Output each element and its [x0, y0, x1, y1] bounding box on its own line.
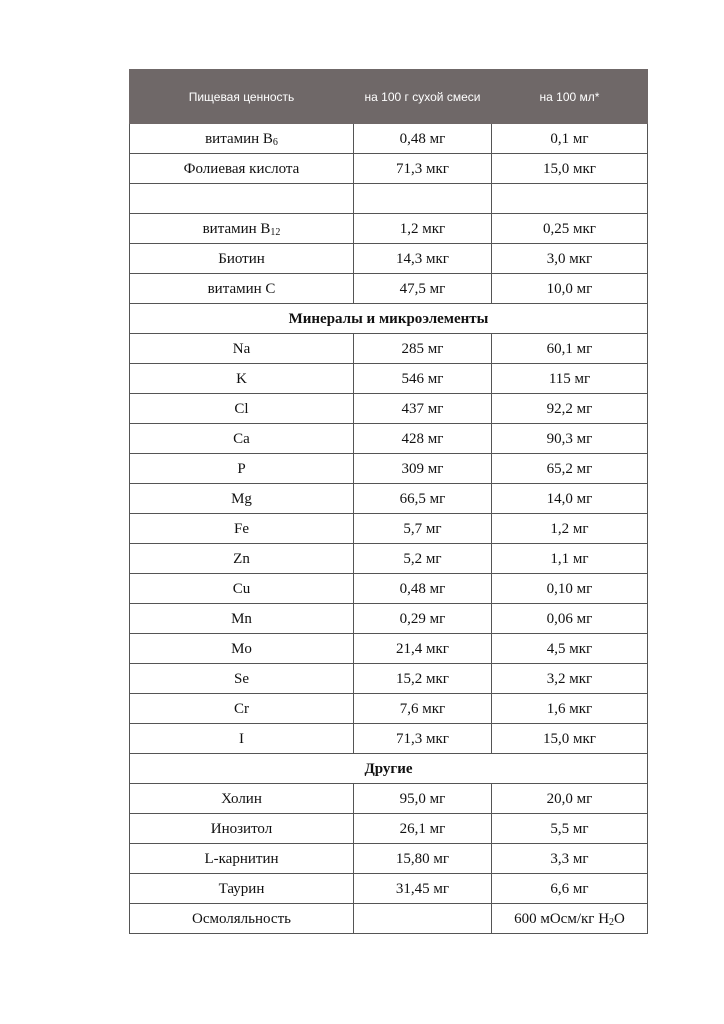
- value-per-100g: 285 мг: [354, 334, 492, 364]
- table-row: [130, 334, 648, 364]
- table-header: [130, 70, 648, 124]
- nutrient-name: Осмоляльность: [130, 904, 354, 934]
- nutrient-name: I: [130, 724, 354, 754]
- table-row: [130, 244, 648, 274]
- table-row: [130, 544, 648, 574]
- nutrient-name: Fe: [130, 514, 354, 544]
- value-per-100g: 71,3 мкг: [354, 724, 492, 754]
- section-row-minerals: [130, 304, 648, 334]
- value-per-100ml: 4,5 мкг: [492, 634, 648, 664]
- value-per-100g: 309 мг: [354, 454, 492, 484]
- value-per-100g: 0,48 мг: [354, 124, 492, 154]
- nutrient-name: Таурин: [130, 874, 354, 904]
- value-per-100g: 1,2 мкг: [354, 214, 492, 244]
- table-row: [130, 424, 648, 454]
- nutrient-name: Фолиевая кислота: [130, 154, 354, 184]
- section-row-other: [130, 754, 648, 784]
- table-row: [130, 904, 648, 934]
- nutrient-name: Cu: [130, 574, 354, 604]
- value-per-100ml: 3,2 мкг: [492, 664, 648, 694]
- value-per-100ml: 0,06 мг: [492, 604, 648, 634]
- value-per-100ml: 65,2 мг: [492, 454, 648, 484]
- value-per-100ml: 90,3 мг: [492, 424, 648, 454]
- value-per-100g: 26,1 мг: [354, 814, 492, 844]
- value-per-100g: 5,2 мг: [354, 544, 492, 574]
- value-per-100ml: 1,2 мг: [492, 514, 648, 544]
- nutrient-name: Ca: [130, 424, 354, 454]
- header-per-100g: на 100 г сухой смеси: [354, 70, 492, 124]
- table-row: [130, 274, 648, 304]
- nutrient-name: [130, 184, 354, 214]
- value-per-100ml: 0,25 мкг: [492, 214, 648, 244]
- value-per-100ml: [492, 184, 648, 214]
- value-per-100ml: 0,1 мг: [492, 124, 648, 154]
- value-per-100ml: 14,0 мг: [492, 484, 648, 514]
- value-per-100ml: 6,6 мг: [492, 874, 648, 904]
- nutrient-name: витамин $B_{12}$: [130, 214, 354, 244]
- table-row: [130, 514, 648, 544]
- value-per-100ml: 92,2 мг: [492, 394, 648, 424]
- section-title-minerals: Минералы и микроэлементы: [130, 304, 648, 334]
- nutrient-name: Биотин: [130, 244, 354, 274]
- table-row: [130, 664, 648, 694]
- value-per-100g: 47,5 мг: [354, 274, 492, 304]
- nutrient-name: Na: [130, 334, 354, 364]
- nutrient-name: P: [130, 454, 354, 484]
- value-per-100g: 437 мг: [354, 394, 492, 424]
- value-per-100g: 15,80 мг: [354, 844, 492, 874]
- value-per-100ml: 115 мг: [492, 364, 648, 394]
- value-per-100g: 428 мг: [354, 424, 492, 454]
- table-row: [130, 484, 648, 514]
- value-per-100g: 31,45 мг: [354, 874, 492, 904]
- value-per-100ml: 10,0 мг: [492, 274, 648, 304]
- value-per-100ml: 60,1 мг: [492, 334, 648, 364]
- value-per-100g: 7,6 мкг: [354, 694, 492, 724]
- other-section: [130, 784, 648, 904]
- value-per-100g: 95,0 мг: [354, 784, 492, 814]
- header-nutritional-value: Пищевая ценность: [130, 70, 354, 124]
- value-per-100ml: 15,0 мкг: [492, 154, 648, 184]
- value-per-100g: 0,29 мг: [354, 604, 492, 634]
- table-row: [130, 394, 648, 424]
- nutrient-name: Mn: [130, 604, 354, 634]
- table-row: [130, 814, 648, 844]
- value-per-100ml: 3,0 мкг: [492, 244, 648, 274]
- value-per-100g: 14,3 мкг: [354, 244, 492, 274]
- value-per-100ml: 5,5 мг: [492, 814, 648, 844]
- value-per-100g: 546 мг: [354, 364, 492, 394]
- nutrient-name: Zn: [130, 544, 354, 574]
- table-row: [130, 454, 648, 484]
- nutrient-name: Mo: [130, 634, 354, 664]
- table-row: [130, 214, 648, 244]
- table-row: [130, 844, 648, 874]
- table-row: [130, 874, 648, 904]
- table-row: [130, 724, 648, 754]
- nutrient-name: Se: [130, 664, 354, 694]
- table-row: [130, 574, 648, 604]
- value-per-100g: 15,2 мкг: [354, 664, 492, 694]
- value-per-100g: [354, 904, 492, 934]
- section-title-other: Другие: [130, 754, 648, 784]
- value-per-100g: [354, 184, 492, 214]
- value-per-100ml: 0,10 мг: [492, 574, 648, 604]
- value-per-100ml: 15,0 мкг: [492, 724, 648, 754]
- nutrient-name: Холин: [130, 784, 354, 814]
- table-row: [130, 634, 648, 664]
- nutrient-name: L-карнитин: [130, 844, 354, 874]
- value-per-100g: 71,3 мкг: [354, 154, 492, 184]
- table-row: [130, 694, 648, 724]
- table-row: [130, 124, 648, 154]
- value-per-100g: 21,4 мкг: [354, 634, 492, 664]
- nutrient-name: K: [130, 364, 354, 394]
- nutrition-table: [129, 69, 648, 934]
- table-row: [130, 604, 648, 634]
- value-per-100ml: 20,0 мг: [492, 784, 648, 814]
- value-per-100g: 0,48 мг: [354, 574, 492, 604]
- nutrient-name: Cl: [130, 394, 354, 424]
- nutrient-name: витамин $B_6$: [130, 124, 354, 154]
- value-per-100ml: 600 мОсм/кг $H_2O$: [492, 904, 648, 934]
- table-row: [130, 154, 648, 184]
- nutrient-name: Cr: [130, 694, 354, 724]
- nutrient-name: Инозитол: [130, 814, 354, 844]
- value-per-100ml: 3,3 мг: [492, 844, 648, 874]
- minerals-section: [130, 334, 648, 754]
- empty-row: [130, 184, 648, 214]
- value-per-100g: 5,7 мг: [354, 514, 492, 544]
- value-per-100ml: 1,1 мг: [492, 544, 648, 574]
- value-per-100g: 66,5 мг: [354, 484, 492, 514]
- header-per-100ml: на 100 мл*: [492, 70, 648, 124]
- table-row: [130, 364, 648, 394]
- table-row: [130, 784, 648, 814]
- value-per-100ml: 1,6 мкг: [492, 694, 648, 724]
- nutrient-name: витамин С: [130, 274, 354, 304]
- nutrient-name: Mg: [130, 484, 354, 514]
